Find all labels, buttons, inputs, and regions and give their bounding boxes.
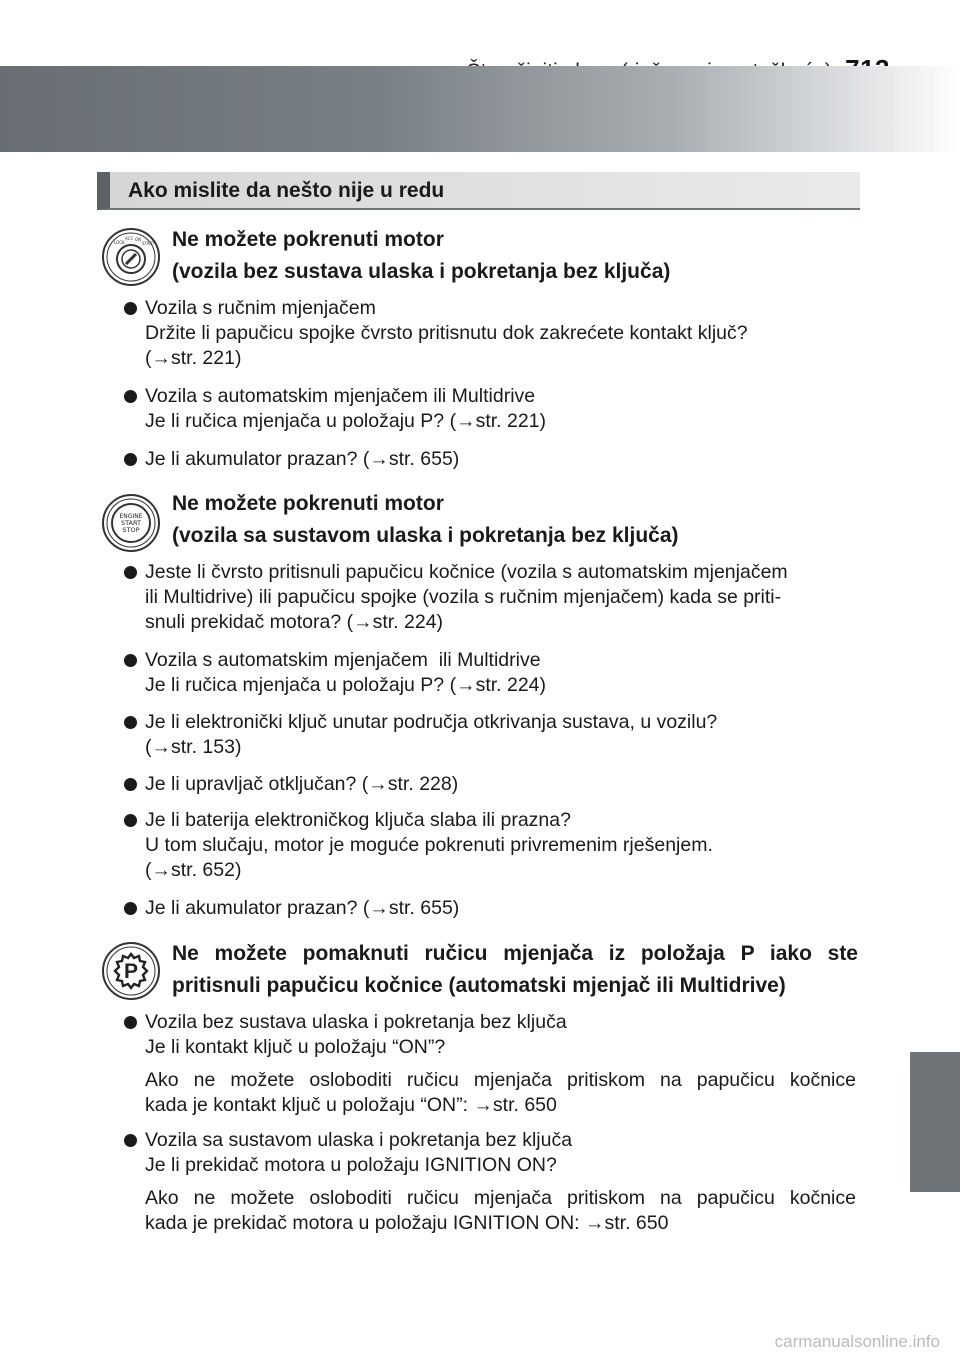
icon-text: STOP bbox=[122, 526, 140, 534]
bullet-icon bbox=[124, 453, 137, 466]
heading-line: Ne možete pokrenuti motor bbox=[172, 492, 444, 515]
bullet-icon bbox=[124, 654, 137, 667]
heading-line: Ne možete pokrenuti motor bbox=[172, 228, 444, 251]
chapter-side-tab bbox=[910, 1052, 960, 1192]
heading-line: Ne možete pomaknuti ručicu mjenjača iz položaja P iako ste bbox=[172, 942, 858, 965]
item-line: kada je prekidač motora u položaju IGNITION ON: →str. 650 bbox=[145, 1212, 669, 1234]
bullet-icon bbox=[124, 902, 137, 915]
item-line: kada je kontakt ključ u položaju “ON”: →str. 650 bbox=[145, 1094, 557, 1116]
item-line: Vozila s ručnim mjenjačem bbox=[145, 297, 376, 319]
p-gear-icon bbox=[102, 942, 160, 1000]
bullet-icon bbox=[124, 814, 137, 827]
svg-text:ON: ON bbox=[135, 237, 142, 242]
item-line: Vozila s automatskim mjenjačem ili Multidrive bbox=[145, 649, 541, 671]
item-line: Ako ne možete osloboditi ručicu mjenjača pritiskom na papučicu kočnice bbox=[145, 1069, 856, 1091]
key-ignition-icon bbox=[102, 228, 160, 286]
item-line: (→str. 153) bbox=[145, 736, 242, 758]
bullet-icon bbox=[124, 566, 137, 579]
bullet-icon bbox=[124, 390, 137, 403]
heading-line: (vozila bez sustava ulaska i pokretanja bez ključa) bbox=[172, 260, 671, 283]
item-line: (→str. 652) bbox=[145, 859, 242, 881]
list-item bbox=[124, 560, 856, 635]
item-line: Je li kontakt ključ u položaju “ON”? bbox=[145, 1036, 446, 1058]
item-line: Vozila sa sustavom ulaska i pokretanja bez ključa bbox=[145, 1129, 573, 1151]
item-line: Je li baterija elektroničkog ključa slaba ili prazna? bbox=[145, 809, 571, 831]
header-band bbox=[0, 66, 960, 152]
bullet-icon bbox=[124, 1134, 137, 1147]
list-item bbox=[124, 296, 856, 371]
section-heading-bar bbox=[97, 172, 860, 210]
item-line: Je li ručica mjenjača u položaju P? (→str. 224) bbox=[145, 674, 547, 696]
item-line: Je li akumulator prazan? (→str. 655) bbox=[145, 448, 460, 470]
item-line: Ako ne možete osloboditi ručicu mjenjača pritiskom na papučicu kočnice bbox=[145, 1187, 856, 1209]
list-item bbox=[124, 808, 856, 883]
svg-text:START: START bbox=[142, 241, 155, 246]
list-item bbox=[124, 648, 856, 698]
block-2-heading bbox=[172, 488, 679, 552]
icon-text: P bbox=[123, 960, 139, 983]
bullet-icon bbox=[124, 716, 137, 729]
item-line: Jeste li čvrsto pritisnuli papučicu kočnice (vozila s automatskim mjenjačem bbox=[145, 561, 788, 583]
block-1-heading bbox=[172, 224, 670, 288]
heading-line: pritisnuli papučicu kočnice (automatski mjenjač ili Multidrive) bbox=[172, 974, 786, 997]
list-item bbox=[124, 384, 856, 434]
item-line: (→str. 221) bbox=[145, 347, 242, 369]
bullet-icon bbox=[124, 1016, 137, 1029]
icon-text: START bbox=[120, 519, 142, 527]
item-line: U tom slučaju, motor je moguće pokrenuti privremenim rješenjem. bbox=[145, 834, 713, 856]
bullet-icon bbox=[124, 302, 137, 315]
bullet-icon bbox=[124, 778, 137, 791]
watermark: carmanualsonline.info bbox=[774, 1332, 940, 1351]
heading-line: (vozila sa sustavom ulaska i pokretanja bez ključa) bbox=[172, 524, 679, 547]
item-line: Vozila bez sustava ulaska i pokretanja bez ključa bbox=[145, 1011, 567, 1033]
item-line: Je li elektronički ključ unutar područja otkrivanja sustava, u vozilu? bbox=[145, 711, 718, 733]
list-item bbox=[124, 896, 856, 921]
item-line: Vozila s automatskim mjenjačem ili Multidrive bbox=[145, 385, 536, 407]
item-line: snuli prekidač motora? (→str. 224) bbox=[145, 611, 444, 633]
icon-text: ENGINE bbox=[119, 513, 143, 520]
list-item bbox=[124, 447, 856, 472]
item-line: Držite li papučicu spojke čvrsto pritisnutu dok zakrećete kontakt ključ? bbox=[145, 322, 748, 344]
svg-text:ACC: ACC bbox=[125, 236, 134, 241]
list-item bbox=[124, 1128, 856, 1236]
list-item bbox=[124, 772, 856, 797]
block-3-heading bbox=[172, 938, 858, 1002]
list-item bbox=[124, 1010, 856, 1118]
item-line: Je li ručica mjenjača u položaju P? (→str. 221) bbox=[145, 410, 547, 432]
item-line: Je li akumulator prazan? (→str. 655) bbox=[145, 897, 460, 919]
svg-text:LOCK: LOCK bbox=[114, 240, 125, 245]
item-line: Je li upravljač otključan? (→str. 228) bbox=[145, 773, 459, 795]
list-item bbox=[124, 710, 856, 760]
page-header bbox=[0, 28, 960, 58]
item-line: ili Multidrive) ili papučicu spojke (vozila s ručnim mjenjačem) kada se priti- bbox=[145, 586, 782, 608]
item-line: Je li prekidač motora u položaju IGNITION ON? bbox=[145, 1154, 557, 1176]
section-heading: Ako mislite da nešto nije u redu bbox=[128, 179, 445, 202]
engine-start-stop-icon bbox=[102, 494, 160, 552]
